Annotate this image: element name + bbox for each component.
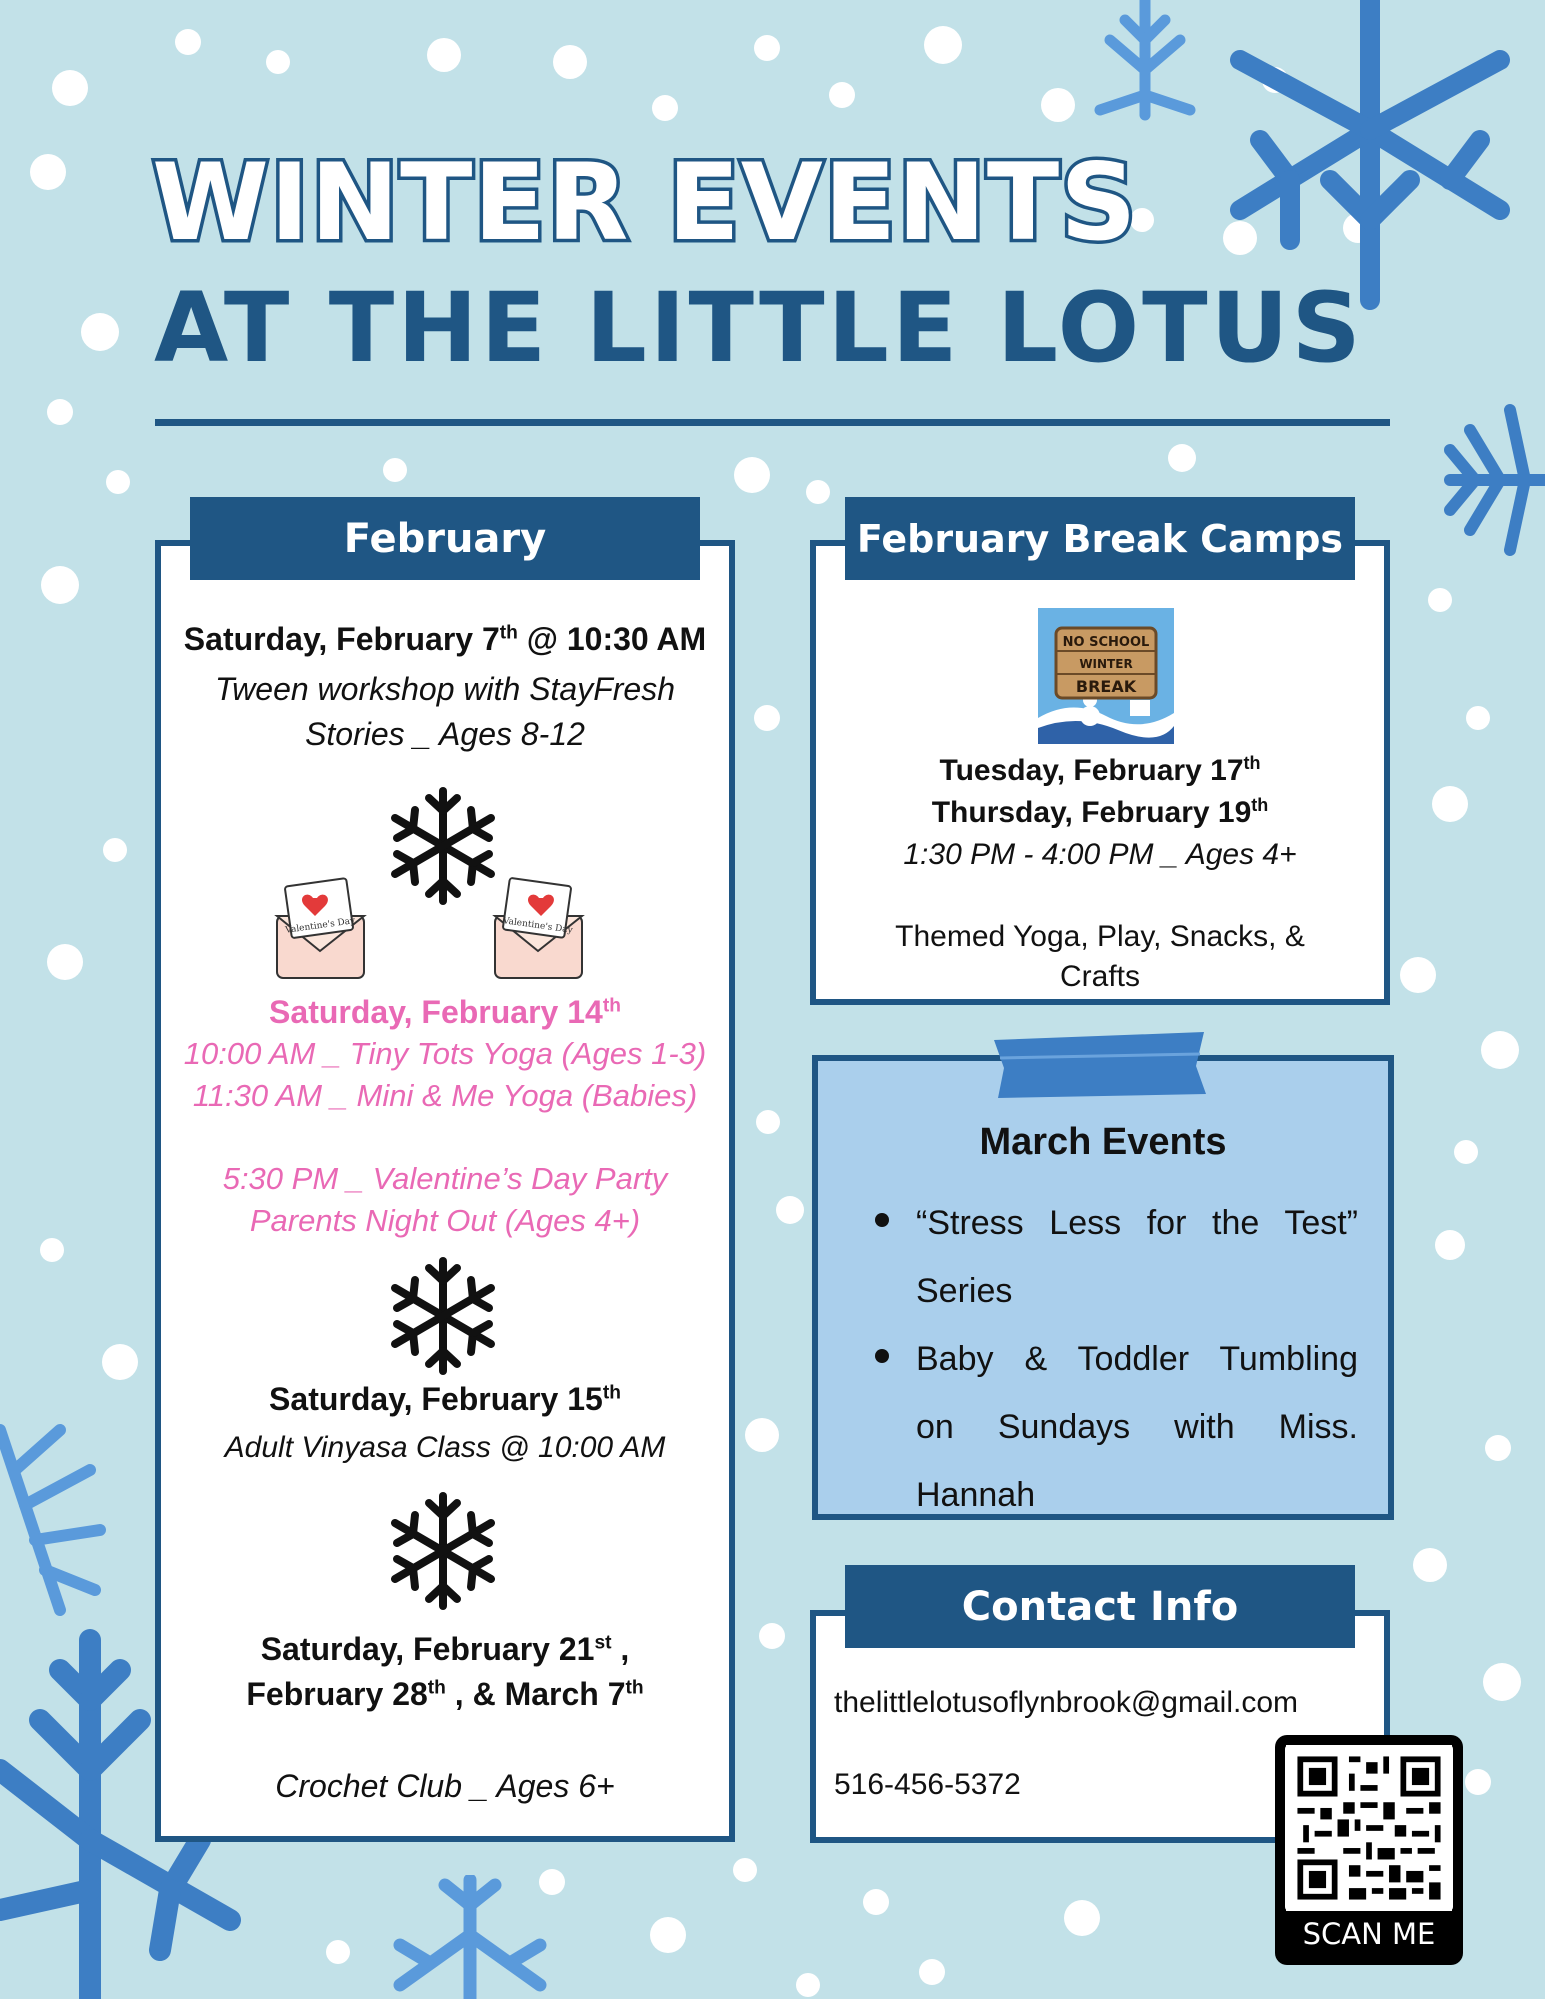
qr-icon <box>1285 1745 1453 1911</box>
event4-date-line2: February 28th , & March 7th <box>246 1676 644 1712</box>
camp-date-1: Tuesday, February 17th <box>939 753 1261 787</box>
event2-line1: 10:00 AM _ Tiny Tots Yoga (Ages 1-3) <box>183 1036 707 1071</box>
title-line-2: AT THE LITTLE LOTUS <box>154 272 1364 384</box>
event2-line2: 11:30 AM _ Mini & Me Yoga (Babies) <box>192 1078 698 1113</box>
contact-heading: Contact Info <box>845 1565 1355 1648</box>
tape-decoration <box>990 1028 1208 1100</box>
qr-label: SCAN ME <box>1302 1917 1436 1951</box>
february-panel <box>155 540 735 1842</box>
break-camps-panel <box>810 540 1390 1005</box>
event4-desc: Crochet Club _ Ages 6+ <box>275 1768 615 1804</box>
snowflake-divider-icon <box>388 1491 498 1611</box>
valentine-envelope-icon <box>273 876 368 986</box>
svg-text:Valentine's Day: Valentine's Day <box>502 916 574 936</box>
event2-line4: Parents Night Out (Ages 4+) <box>249 1203 641 1238</box>
event1-desc-line2: Stories _ Ages 8-12 <box>305 716 585 752</box>
event3-desc: Adult Vinyasa Class @ 10:00 AM <box>224 1431 666 1464</box>
snowflake-right-icon <box>1440 390 1545 570</box>
snowflake-left-icon <box>0 1410 110 1640</box>
qr-code-pattern <box>1285 1745 1453 1911</box>
march-heading: March Events <box>979 1121 1227 1163</box>
break-camps-heading: February Break Camps <box>845 497 1355 580</box>
event2-line3: 5:30 PM _ Valentine’s Day Party <box>222 1161 668 1196</box>
camp-time: 1:30 PM - 4:00 PM _ Ages 4+ <box>903 838 1297 871</box>
list-item: Baby & Toddler Tumbling on Sundays with Miss. Hannah <box>878 1325 1358 1529</box>
bullet <box>875 1349 889 1363</box>
march-events-panel <box>812 1055 1394 1520</box>
event2-date: Saturday, February 14th <box>269 994 621 1030</box>
camp-desc-line1: Themed Yoga, Play, Snacks, & <box>895 920 1305 953</box>
bullet <box>875 1213 889 1227</box>
snowflake-divider-icon <box>388 786 498 906</box>
event1-desc-line1: Tween workshop with StayFresh <box>214 671 676 707</box>
contact-email[interactable]: thelittlelotusoflynbrook@gmail.com <box>834 1686 1298 1719</box>
snowflake-divider-icon <box>388 1256 498 1376</box>
no-school-winter-break-image <box>1038 608 1174 744</box>
event3-date: Saturday, February 15th <box>269 1381 621 1417</box>
svg-text:BREAK: BREAK <box>1075 677 1137 696</box>
event1-date: Saturday, February 7th @ 10:30 AM <box>183 621 707 657</box>
title-divider <box>155 419 1390 426</box>
event4-date-line1: Saturday, February 21st , <box>260 1631 630 1667</box>
valentine-envelope-icon <box>491 876 586 986</box>
contact-phone[interactable]: 516-456-5372 <box>834 1768 1021 1801</box>
svg-text:NO SCHOOL: NO SCHOOL <box>1062 635 1150 650</box>
march-list <box>878 1189 1358 1529</box>
svg-text:Valentine's Day: Valentine's Day <box>284 916 356 936</box>
february-heading: February <box>190 497 700 580</box>
qr-code[interactable] <box>1275 1735 1463 1965</box>
camp-date-2: Thursday, February 19th <box>931 795 1269 829</box>
camp-desc-line2: Crafts <box>1059 960 1140 993</box>
list-item: “Stress Less for the Test” Series <box>878 1189 1358 1325</box>
snowflake-bottom-icon <box>360 1875 580 1999</box>
title-line-1: WINTER EVENTS <box>152 141 1138 264</box>
svg-text:WINTER: WINTER <box>1079 657 1133 671</box>
